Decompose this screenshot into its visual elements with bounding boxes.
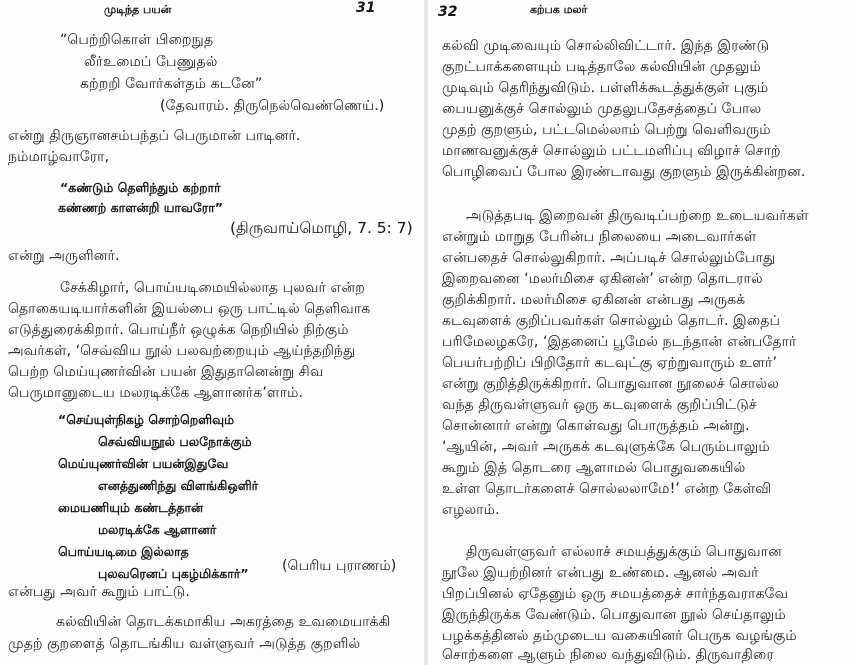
text-line: உள்ள தொடர்களைச் சொல்லலாமே!’ என்ற கேள்வி (442, 481, 772, 497)
verse-line: “பெற்றிகொள் பிறைநுத (60, 32, 214, 48)
page-number: 31 (356, 0, 376, 16)
text-line: என்பது அவர் கூறும் பாட்டு. (8, 584, 190, 600)
text-line (8, 126, 408, 146)
text-line: பெயர்பற்றிப் பிறிதோர் கடவுட்கு ஏற்றுவாரும் உளர்’ (442, 355, 777, 371)
verse-line: கண்ணற் காளன்றி யாவரோ” (58, 200, 223, 215)
text-line: குறிக்கிறார். மலர்மிசை ஏகினன் என்பது அருகக் (442, 292, 746, 308)
citation: (தேவாரம். திருநெல்வெண்ணெய்.) (160, 98, 385, 114)
text-line: என்று அருளினர். (8, 248, 120, 264)
text-line: நூலே இயற்றினர் என்பது உண்மை. ஆனல் அவர் (442, 565, 759, 581)
text-line: பொழிவைப் போல இரண்டாவது குறளும் இருக்கின்றன. (442, 164, 806, 180)
text-line: நம்மாழ்வாரோ, (8, 149, 110, 165)
verse-line: புலவரெனப் புகழ்மிக்கார்” (98, 566, 249, 581)
running-header: முடிந்த பயன் (104, 3, 172, 16)
text-span: என்று திருஞானசம்பந்தப் பெருமான் பாடினர். (8, 128, 301, 144)
citation: (பெரிய புராணம்) (282, 558, 397, 574)
text-line: பையனுக்குச் சொல்லும் முதலுபதேசத்தைப் போல (442, 101, 762, 117)
text-line: கடவுளைக் குறிப்பவர்கள் சொல்லும் தொடர். இதைப் (442, 313, 781, 329)
text-line: என்று குறித்திருக்கிறார். பொதுவான நூலைச் சொல்ல (442, 376, 780, 392)
left-page (0, 0, 424, 665)
text-line: பரிமேலழகரே, ‘இதனைப் பூமேல் நடந்தான் என்பதோர் (442, 334, 797, 350)
running-header: கற்பக மலர் (530, 3, 588, 16)
text-line: எடுத்துரைக்கிறார். பொய்நீர் ஒழுக்க நெறியில் நிற்கும் (8, 322, 349, 338)
verse-line: கற்றறி வோர்கள்தம் கடனே” (80, 76, 263, 92)
text-line: கல்வியின் தொடக்கமாகிய அகரத்தை உவமையாக்கி (56, 614, 391, 630)
verse-line: பொய்யடிமை இல்லாத (58, 544, 189, 559)
text-line: பெற்ற மெய்யுணர்வின் பயன் இதுதானென்று சிவ (8, 364, 324, 380)
text-line: குறட்பாக்களையும் படித்தாலே கல்வியின் முதலும் (442, 59, 761, 75)
text-line: சேக்கிழார், பொய்யடிமையில்லாத புலவர் என்ற (60, 280, 365, 296)
text-line: திருவள்ளுவர் எல்லாச் சமயத்துக்கும் பொதுவான (466, 544, 782, 560)
text-line: வந்த திருவள்ளுவர் ஒரு கடவுளைக் குறிப்பிட்டுச் (442, 397, 757, 413)
text-line: முதற் குறளைத் தொடங்கிய வள்ளுவர் அடுத்த குறளில் (8, 636, 361, 652)
verse-line: “கண்டும் தெளிந்தும் கற்றார் (60, 180, 221, 195)
text-line: சொற்களை ஆளும் நிலை வந்துவிடும். திருவாதிரை (442, 647, 774, 663)
verse-line: மெய்யுணர்வின் பயன்இதுவே (58, 456, 229, 471)
text-line: கூறும் இத் தொடரை ஆளாமல் பொதுவகையில் (442, 460, 746, 476)
text-line: இருந்திருக்க வேண்டும். பொதுவான நூல் செய்தாலும் (442, 607, 786, 623)
text-line: முடிவும் தெரிந்துவிடும். பள்ளிக்கூடத்துக்குள் புகும் (442, 80, 769, 96)
verse-line: “செய்யுள்நிகழ் சொற்றெளிவும் (58, 412, 235, 427)
right-page (428, 0, 853, 665)
text-line: கல்வி முடிவையும் சொல்லிவிட்டார். இந்த இரண்டு (442, 38, 770, 54)
text-line: அடுத்தபடி இறைவன் திருவடிப்பற்றை உடையவர்கள் (466, 208, 809, 224)
text-line: பழக்கத்தினல் தம்முடைய வகையினர் பெருக வழங்கும் (442, 628, 797, 644)
text-line: இறைவனை ‘மலர்மிசை ஏகினன்’ என்ற தொடரால் (442, 271, 763, 287)
text-line: தொகையடியார்களின் இயல்பை ஒரு பாட்டில் தெளிவாக (8, 301, 371, 317)
text-line: என்றும் மாறுத பேரின்ப நிலையை அடைவார்கள் (442, 229, 757, 245)
text-line: மாணவனுக்குச் சொல்லும் பட்டமளிப்பு விழாச் சொற் (442, 143, 781, 159)
verse-line: எனத்துணிந்து விளங்கிஒளிர் (98, 478, 259, 493)
text-line: சொன்னார் என்று கொள்வது பொருத்தம் அன்று. (442, 418, 750, 434)
text-line: அவர்கள், ‘செவ்விய நூல் பலவற்றையும் ஆய்ந்தறிந்து (8, 343, 356, 359)
text-line: என்பதைச் சொல்லுகிறார். அப்படிச் சொல்லும்போது (442, 250, 776, 266)
verse-line: லீர்உமைப் பேணுதல் (84, 54, 218, 70)
page-number: 32 (438, 4, 458, 20)
text-line: எழலாம். (442, 502, 500, 518)
text-line: பெருமானுடைய மலரடிக்கே ஆளானர்க’ளாம். (8, 385, 304, 401)
citation: (திருவாய்மொழி, 7. 5: 7) (230, 219, 413, 237)
verse-line: செவ்வியநூல் பலநோக்கும் (98, 434, 252, 449)
text-line: முதற் குறளும், பட்டமெல்லாம் பெற்று வெளிவரும் (442, 122, 771, 138)
verse-line: மையணியும் கண்டத்தான் (58, 500, 204, 515)
text-line: பிறப்பினல் ஏதேனும் ஒரு சமயத்தைச் சார்ந்தவராகவே (442, 586, 789, 602)
text-line: ‘ஆயின், அவர் அருகக் கடவுளுக்கே பெரும்பாலும் (442, 439, 770, 455)
verse-line: மலரடிக்கே ஆளானர் (98, 522, 217, 537)
